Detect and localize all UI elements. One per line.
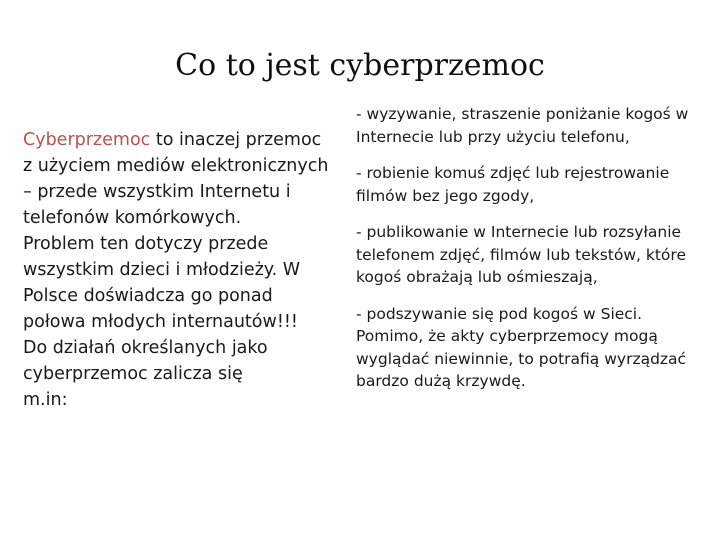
list-item-line: telefonem zdjęć, filmów lub tekstów, które <box>356 245 686 264</box>
list-item <box>356 162 708 207</box>
list-item-line: Internecie lub przy użyciu telefonu, <box>356 127 630 146</box>
slide-title: Co to jest cyberprzemoc <box>175 48 545 83</box>
list-item <box>356 221 708 289</box>
definition-line: Do działań określanych jako <box>23 338 268 358</box>
examples-list <box>356 103 708 407</box>
list-item-line: - wyzywanie, straszenie poniżanie kogoś w <box>356 105 689 123</box>
highlight-term: Cyberprzemoc <box>23 130 151 150</box>
definition-line: m.in: <box>23 390 68 410</box>
list-item-line: kogoś obrażają lub ośmieszają, <box>356 268 598 286</box>
list-item <box>356 103 708 148</box>
definition-line: połowa młodych internautów!!! <box>23 312 298 332</box>
list-item-line: - podszywanie się pod kogoś w Sieci. <box>356 304 643 323</box>
list-item-line: Pomimo, że akty cyberprzemocy mogą <box>356 327 658 345</box>
definition-line: cyberprzemoc zalicza się <box>23 364 243 384</box>
definition-line: wszystkim dzieci i młodzieży. W <box>23 260 301 280</box>
list-item-line: bardzo dużą krzywdę. <box>356 372 526 390</box>
definition-line: telefonów komórkowych. <box>23 208 242 228</box>
definition-line: z użyciem mediów elektronicznych <box>23 156 329 176</box>
list-item-line: filmów bez jego zgody, <box>356 186 535 205</box>
definition-text <box>23 127 353 413</box>
list-item <box>356 303 708 393</box>
definition-line: Polsce doświadcza go ponad <box>23 286 273 306</box>
definition-line <box>23 127 353 153</box>
list-item-line: - robienie komuś zdjęć lub rejestrowanie <box>356 164 670 182</box>
definition-line: Problem ten dotyczy przede <box>23 234 269 254</box>
definition-line: – przede wszystkim Internetu i <box>23 182 291 202</box>
list-item-line: - publikowanie w Internecie lub rozsyłanie <box>356 223 682 241</box>
list-item-line: wyglądać niewinnie, to potrafią wyrządzać <box>356 349 687 368</box>
definition-line-text: to inaczej przemoc <box>150 130 322 150</box>
